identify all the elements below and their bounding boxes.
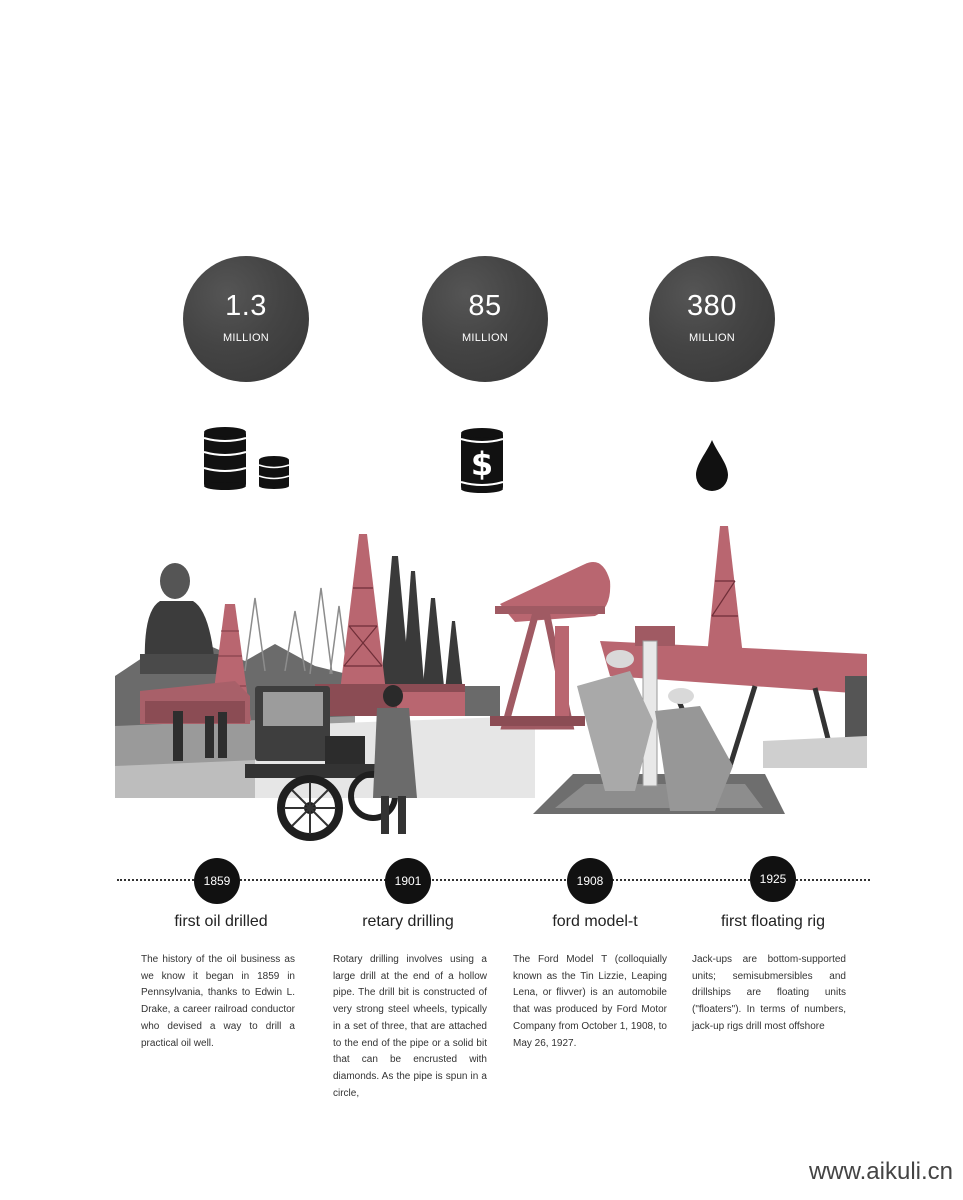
dollar-barrel-icon [457, 427, 507, 495]
event-title-1925: first floating rig [720, 913, 826, 930]
stat-circle-barrels [183, 256, 309, 382]
svg-text:$: $ [470, 445, 494, 483]
event-title-1908: ford model-t [552, 913, 638, 930]
stat-circle-drop [649, 256, 775, 382]
stat-value: 85 [468, 290, 502, 322]
year-badge-1859: 1859 [194, 858, 240, 904]
event-description-1908: The Ford Model T (colloquially known as the Tin Lizzie, Leaping Lena, or flivver) is an automobile that was produced by Ford Motor Company from October 1, 1908, to May 26, 1927. [513, 954, 667, 1049]
stat-unit: MILLION [688, 332, 736, 344]
watermark: www.aikuli.cn [808, 1158, 953, 1185]
oil-drop-icon [693, 438, 731, 494]
stat-value: 380 [687, 290, 737, 322]
year-badge-1908: 1908 [567, 858, 613, 904]
year-badge-1925: 1925 [750, 856, 796, 902]
stat-value: 1.3 [225, 290, 267, 322]
stat-circle-dollars [422, 256, 548, 382]
year-badge-1901: 1901 [385, 858, 431, 904]
stat-unit: MILLION [222, 332, 270, 344]
event-description-1925: Jack-ups are bottom-supported units; semisubmersibles and drillships are floating units ("floaters"). In terms of numbers, jack-up rigs drill most offshore [692, 954, 846, 1032]
event-description-1901: Rotary drilling involves using a large drill at the end of a hollow pipe. The drill bit is constructed of very strong steel wheels, typically in a set of three, that are attached to the end of the pipe or a solid bit that can be encrusted with diamonds. As the pipe is spun in a circle, [333, 954, 487, 1099]
event-description-1859: The history of the oil business as we know it began in 1859 in Pennsylvania, thanks to Edwin L. Drake, a career railroad conductor who devised a way to drill a practical oil well. [141, 954, 295, 1049]
stat-unit: MILLION [461, 332, 509, 344]
dark-derricks [380, 556, 463, 696]
oil-history-collage [115, 526, 867, 842]
event-title-1901: retary drilling [362, 913, 454, 930]
oil-barrels-icon [200, 425, 295, 495]
edwin-drake-figure [140, 563, 220, 674]
event-title-1859: first oil drilled [174, 913, 268, 930]
